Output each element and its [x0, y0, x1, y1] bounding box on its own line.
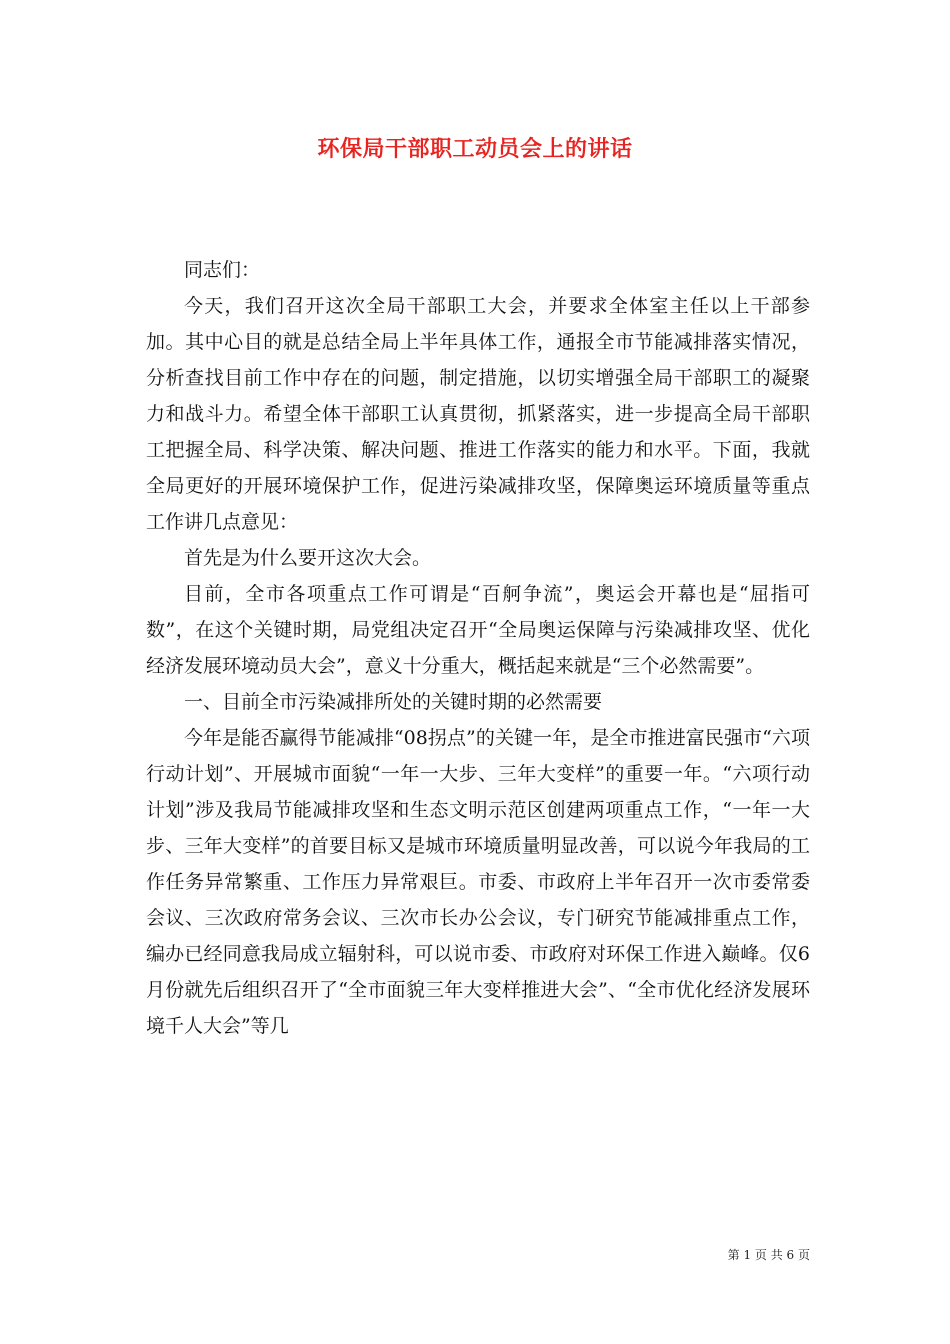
document-body — [146, 252, 810, 1044]
paragraph-first-point: 首先是为什么要开这次大会。 — [184, 547, 432, 569]
paragraph-opening: 今天，我们召开这次全局干部职工大会，并要求全体室主任以上干部参加。其中心目的就是总结全局上半年具体工作，通报全市节能减排落实情况，分析查找目前工作中存在的问题，制定措施，以切实增强全局干部职工的凝聚力和战斗力。希望全体干部职工认真贯彻，抓紧落实，进一步提高全局干部职工把握全局、科学决策、解决问题、推进工作落实的能力和水平。下面，我就全局更好的开展环境保护工作，促进污染减排攻坚，保障奥运环境质量等重点工作讲几点意见： — [146, 295, 810, 533]
page-number: 第 1 页 共 6 页 — [727, 1248, 810, 1262]
paragraph-section-heading: 一、目前全市污染减排所处的关键时期的必然需要 — [184, 691, 603, 713]
paragraph-salutation: 同志们： — [184, 259, 261, 281]
paragraph-section-body: 今年是能否赢得节能减排“08拐点”的关键一年，是全市推进富民强市“六项行动计划”、开展城市面貌“一年一大步、三年大变样”的重要一年。“六项行动计划”涉及我局节能减排攻坚和生态文明示范区创建两项重点工作，“一年一大步、三年大变样”的首要目标又是城市环境质量明显改善，可以说今年我局的工作任务异常繁重、工作压力异常艰巨。市委、市政府上半年召开一次市委常委会议、三次政府常务会议、三次市长办公会议，专门研究节能减排重点工作，编办已经同意我局成立辐射科，可以说市委、市政府对环保工作进入巅峰。仅6月份就先后组织召开了“全市面貌三年大变样推进大会”、“全市优化经济发展环境千人大会”等几 — [146, 727, 810, 1037]
paragraph-context: 目前，全市各项重点工作可谓是“百舸争流”，奥运会开幕也是“屈指可数”，在这个关键时期，局党组决定召开“全局奥运保障与污染减排攻坚、优化经济发展环境动员大会”，意义十分重大，概括起来就是“三个必然需要”。 — [146, 583, 810, 677]
document-title: 环保局干部职工动员会上的讲话 — [317, 136, 633, 162]
